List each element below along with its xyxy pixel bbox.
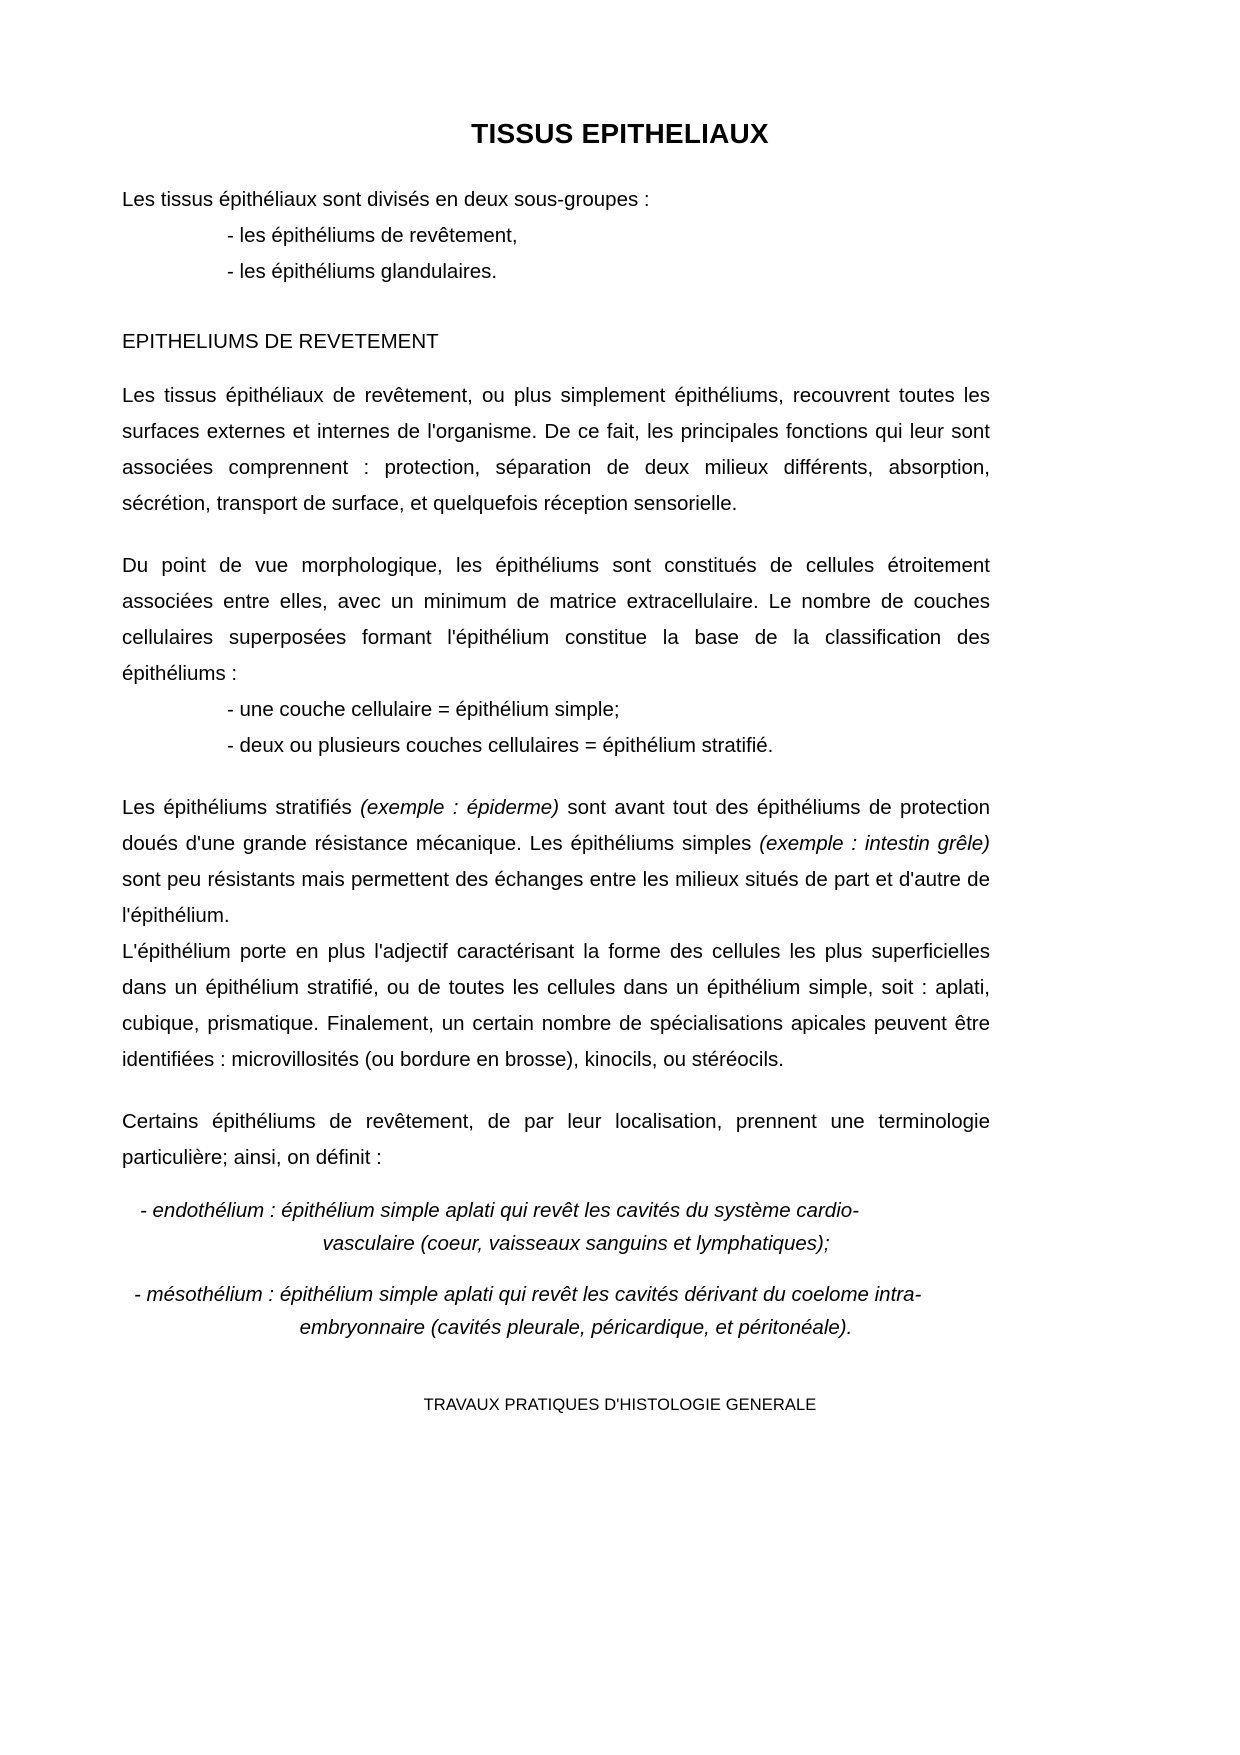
spacer <box>122 360 990 378</box>
spacer <box>122 1078 990 1104</box>
classification-item-1: - une couche cellulaire = épithélium simple; <box>227 698 620 721</box>
paragraph-3-italic-example-intestin-grele: (exemple : intestin grêle) <box>759 832 990 855</box>
paragraph-4: L'épithélium porte en plus l'adjectif caractérisant la forme des cellules les plus superficielles dans un épithélium stratifié, ou de toutes les cellules dans un épithélium simple, soit : aplati, cubique, prismatique. Finalement, un certain nombre de spécialisations apicales peuvent être identifiées : microvillosités (ou bordure en brosse), kinocils, ou stéréocils. <box>122 940 990 1071</box>
definition-mesothelium-line-1: - mésothélium : épithélium simple aplati qui revêt les cavités dérivant du coelome intra- <box>134 1283 922 1306</box>
spacer <box>122 1260 990 1278</box>
paragraph-1: Les tissus épithéliaux de revêtement, ou plus simplement épithéliums, recouvrent toutes les surfaces externes et internes de l'organisme. De ce fait, les principales fonctions qui leur sont associées comprennent : protection, séparation de deux milieux différents, absorption, sécrétion, transport de surface, et quelquefois réception sensorielle. <box>122 384 990 515</box>
spacer <box>122 522 990 548</box>
paragraph-5: Certains épithéliums de revêtement, de par leur localisation, prennent une terminologie particulière; ainsi, on définit : <box>122 1110 990 1169</box>
paragraph-2: Du point de vue morphologique, les épithéliums sont constitués de cellules étroitement associées entre elles, avec un minimum de matrice extracellulaire. Le nombre de couches cellulaires superposées formant l'épithélium constitue la base de la classification des épithéliums : <box>122 554 990 685</box>
paragraph-3 <box>122 790 990 934</box>
spacer <box>122 1176 990 1194</box>
intro-list-item-1: - les épithéliums de revêtement, <box>227 224 518 247</box>
paragraph-3-segment-3: sont peu résistants mais permettent des échanges entre les milieux situés de part et d'autre de l'épithélium. <box>122 868 990 927</box>
section-heading-epitheliums-de-revetement: EPITHELIUMS DE REVETEMENT <box>122 330 439 353</box>
classification-item-2: - deux ou plusieurs couches cellulaires = épithélium stratifié. <box>227 734 774 757</box>
spacer <box>122 764 990 790</box>
spacer <box>122 290 990 324</box>
page-title: TISSUS EPITHELIAUX <box>471 118 769 149</box>
definition-endothelium-line-2: vasculaire (coeur, vaisseaux sanguins et lymphatiques); <box>322 1232 830 1255</box>
paragraph-3-italic-example-epiderme: (exemple : épiderme) <box>360 796 560 819</box>
intro-lead: Les tissus épithéliaux sont divisés en deux sous-groupes : <box>122 188 650 211</box>
paragraph-3-segment-2: sont avant tout des épithéliums de protection doués d'une grande résistance mécanique. Les épithéliums simples <box>122 796 990 855</box>
definition-mesothelium-line-2: embryonnaire (cavités pleurale, péricardique, et péritonéale). <box>299 1316 853 1339</box>
document-body <box>122 182 990 1344</box>
intro-list-item-2: - les épithéliums glandulaires. <box>227 260 498 283</box>
page-footer: TRAVAUX PRATIQUES D'HISTOLOGIE GENERALE <box>423 1396 817 1414</box>
paragraph-3-segment-1: Les épithéliums stratifiés <box>122 796 361 819</box>
definition-endothelium-line-1: - endothélium : épithélium simple aplati qui revêt les cavités du système cardio- <box>140 1199 859 1222</box>
